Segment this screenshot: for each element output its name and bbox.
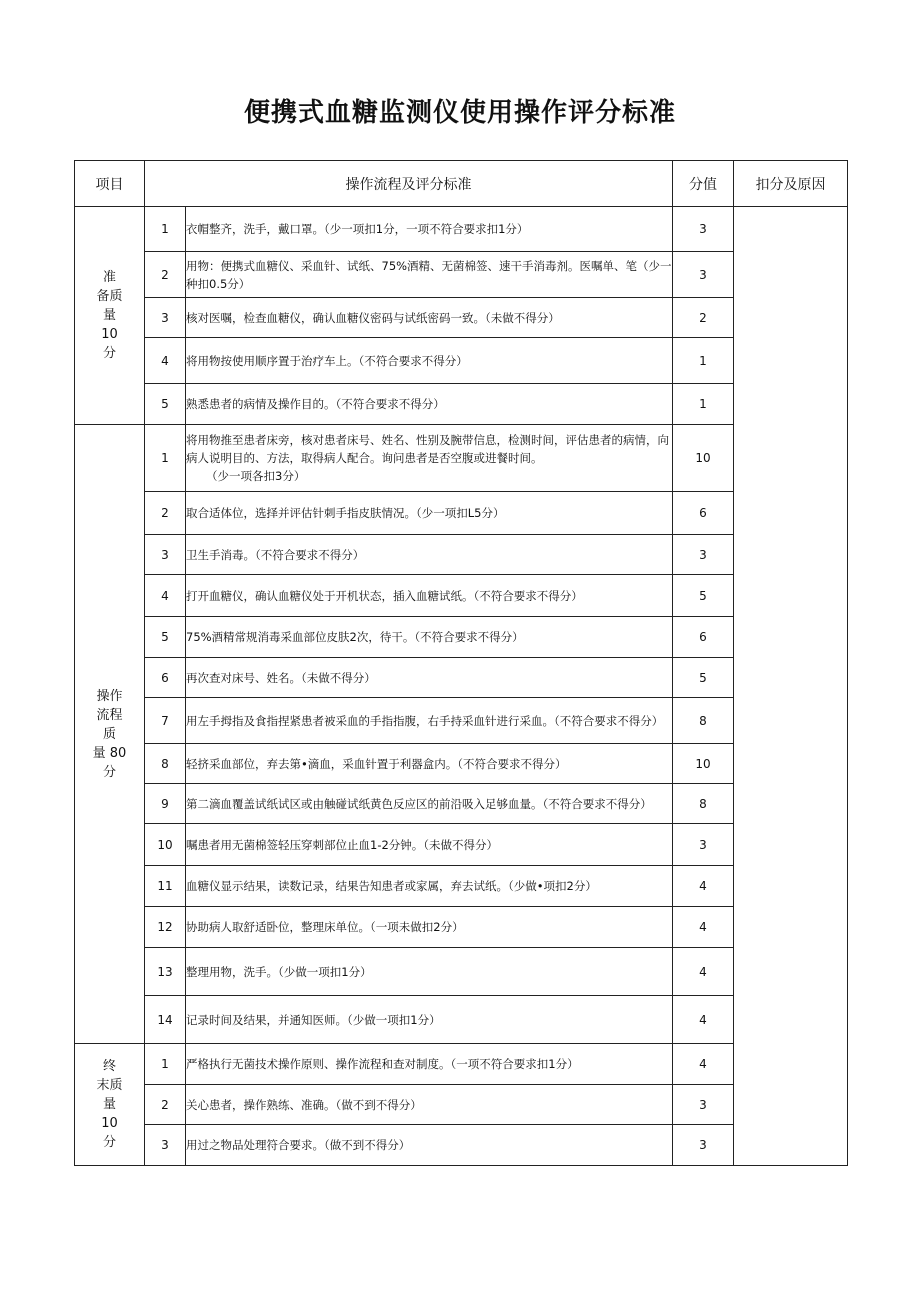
criterion-text — [186, 784, 673, 824]
section-label-line: 末质 — [96, 1078, 123, 1093]
table-row — [75, 298, 848, 338]
section-procedure — [75, 425, 145, 1044]
score-value: 6 — [673, 492, 734, 535]
section-label-line: 10 — [101, 327, 118, 342]
criterion-main: 血糖仪显示结果，读数记录，结果告知患者或家属，弃去试纸。（少做•项扣2分） — [186, 879, 597, 893]
criterion-text — [186, 298, 673, 338]
row-number: 1 — [145, 1044, 186, 1085]
criterion-text — [186, 492, 673, 535]
score-value: 3 — [673, 535, 734, 575]
row-number: 2 — [145, 492, 186, 535]
row-number: 3 — [145, 1125, 186, 1166]
page-title: 便携式血糖监测仪使用操作评分标准 — [243, 98, 676, 128]
table-row — [75, 824, 848, 866]
criterion-main: 嘱患者用无菌棉签轻压穿刺部位止血1-2分钟。（未做不得分） — [186, 837, 499, 852]
table-row — [75, 575, 848, 617]
table-row — [75, 1125, 848, 1166]
score-value: 4 — [673, 996, 734, 1044]
criterion-main: 取合适体位，选择并评估针刺手指皮肤情况。（少一项扣L5分） — [186, 506, 505, 520]
score-value: 3 — [673, 824, 734, 866]
table-row — [75, 948, 848, 996]
row-number: 3 — [145, 298, 186, 338]
section-label-line: 分 — [102, 1135, 116, 1150]
row-number: 5 — [145, 384, 186, 425]
row-number: 12 — [145, 907, 186, 948]
criterion-main: 熟悉患者的病情及操作目的。（不符合要求不得分） — [186, 397, 445, 411]
section-label-line: 量 — [102, 308, 116, 323]
row-number: 8 — [145, 744, 186, 784]
section-label-line: 分 — [102, 764, 116, 780]
row-number: 4 — [145, 338, 186, 384]
criterion-text — [186, 1044, 673, 1085]
scoring-table — [74, 160, 848, 1166]
criterion-main: 将用物按使用顺序置于治疗车上。（不符合要求不得分） — [186, 353, 468, 368]
score-value: 10 — [673, 744, 734, 784]
row-number: 2 — [145, 1085, 186, 1125]
header-process: 操作流程及评分标准 — [145, 161, 673, 207]
criterion-main: 协助病人取舒适卧位，整理床单位。（一项未做扣2分） — [186, 920, 464, 934]
criterion-main: 关心患者，操作熟练、准确。（做不到不得分） — [186, 1097, 422, 1112]
table-row — [75, 744, 848, 784]
section-final — [75, 1044, 145, 1166]
criterion-main: 衣帽整齐，洗手，戴口罩。（少一项扣1分，一项不符合要求扣1分） — [186, 222, 529, 236]
row-number: 1 — [145, 425, 186, 492]
score-value: 4 — [673, 907, 734, 948]
table-row — [75, 252, 848, 298]
criterion-main: 卫生手消毒。（不符合要求不得分） — [186, 547, 365, 562]
table-row — [75, 207, 848, 252]
score-value: 4 — [673, 866, 734, 907]
section-preparation — [75, 207, 145, 425]
criterion-main: 轻挤采血部位，弃去第•滴血，采血针置于利器盒内。（不符合要求不得分） — [186, 756, 567, 771]
criterion-text — [186, 824, 673, 866]
row-number: 14 — [145, 996, 186, 1044]
score-value: 5 — [673, 658, 734, 698]
table-row — [75, 1085, 848, 1125]
table-row — [75, 384, 848, 425]
header-item: 项目 — [75, 161, 145, 207]
score-value: 6 — [673, 617, 734, 658]
criterion-main: 核对医嘱，检查血糖仪，确认血糖仪密码与试纸密码一致。（未做不得分） — [186, 310, 560, 325]
section-label-line: 流程 — [96, 707, 123, 723]
table-body — [75, 207, 848, 1166]
criterion-text — [186, 207, 673, 252]
criterion-main: 整理用物，洗手。（少做一项扣1分） — [186, 964, 372, 979]
row-number: 4 — [145, 575, 186, 617]
criterion-text — [186, 535, 673, 575]
deduction-column[interactable] — [734, 207, 848, 1166]
criterion-note: （少一项各扣3分） — [206, 469, 306, 483]
row-number: 3 — [145, 535, 186, 575]
section-label-line: 量 80 — [92, 745, 127, 761]
score-value: 3 — [673, 1085, 734, 1125]
criterion-main: 严格执行无菌技术操作原则、操作流程和查对制度。（一项不符合要求扣1分） — [186, 1057, 579, 1071]
score-value: 2 — [673, 298, 734, 338]
section-label-line: 质 — [102, 726, 116, 742]
criterion-text — [186, 252, 673, 298]
row-number: 10 — [145, 824, 186, 866]
table-row — [75, 338, 848, 384]
row-number: 13 — [145, 948, 186, 996]
row-number: 6 — [145, 658, 186, 698]
criterion-text — [186, 575, 673, 617]
table-header-row — [75, 161, 848, 207]
score-value: 1 — [673, 384, 734, 425]
criterion-main: 打开血糖仪，确认血糖仪处于开机状态，插入血糖试纸。（不符合要求不得分） — [186, 588, 583, 603]
criterion-text — [186, 907, 673, 948]
table-row — [75, 907, 848, 948]
criterion-text — [186, 338, 673, 384]
criterion-main: 将用物推至患者床旁，核对患者床号、姓名、性别及腕带信息，检测时间，评估患者的病情，向病人说明目的、方法，取得病人配合。询问患者是否空腹或进餐时间。 — [186, 433, 669, 465]
section-label-line: 10 — [101, 1116, 118, 1131]
criterion-text — [186, 744, 673, 784]
table-row — [75, 492, 848, 535]
section-label-line: 终 — [102, 1059, 116, 1074]
score-value: 3 — [673, 252, 734, 298]
score-value: 1 — [673, 338, 734, 384]
criterion-text — [186, 698, 673, 744]
criterion-text — [186, 617, 673, 658]
table-row — [75, 535, 848, 575]
section-label-line: 备质 — [96, 289, 123, 304]
row-number: 2 — [145, 252, 186, 298]
header-deduction: 扣分及原因 — [734, 161, 848, 207]
table-row — [75, 698, 848, 744]
score-value: 10 — [673, 425, 734, 492]
criterion-main: 再次查对床号、姓名。（未做不得分） — [186, 670, 376, 685]
criterion-text — [186, 996, 673, 1044]
table-row — [75, 658, 848, 698]
score-value: 5 — [673, 575, 734, 617]
table-row — [75, 866, 848, 907]
criterion-main: 用过之物品处理符合要求。（做不到不得分） — [186, 1138, 411, 1152]
criterion-text — [186, 1125, 673, 1166]
criterion-text — [186, 425, 673, 492]
criterion-main: 第二滴血覆盖试纸试区或由触碰试纸黄色反应区的前沿吸入足够血量。（不符合要求不得分） — [186, 796, 652, 811]
criterion-main: 记录时间及结果，并通知医师。（少做一项扣1分） — [186, 1012, 441, 1027]
table-row — [75, 617, 848, 658]
score-value: 4 — [673, 948, 734, 996]
criterion-text — [186, 384, 673, 425]
table-row — [75, 784, 848, 824]
section-label-line: 量 — [102, 1097, 116, 1112]
row-number: 7 — [145, 698, 186, 744]
section-label-line: 操作 — [96, 688, 123, 704]
criterion-text — [186, 866, 673, 907]
score-value: 4 — [673, 1044, 734, 1085]
score-value: 3 — [673, 207, 734, 252]
criterion-text — [186, 658, 673, 698]
row-number: 1 — [145, 207, 186, 252]
row-number: 9 — [145, 784, 186, 824]
row-number: 5 — [145, 617, 186, 658]
criterion-text — [186, 948, 673, 996]
score-value: 8 — [673, 784, 734, 824]
score-value: 8 — [673, 698, 734, 744]
criterion-main: 用左手拇指及食指捏紧患者被采血的手指指腹，右手持采血针进行采血。（不符合要求不得分） — [186, 713, 664, 728]
table-row — [75, 425, 848, 492]
score-value: 3 — [673, 1125, 734, 1166]
header-score: 分值 — [673, 161, 734, 207]
row-number: 11 — [145, 866, 186, 907]
criterion-main: 用物：便携式血糖仪、采血针、试纸、75%酒精、无菌棉签、速干手消毒剂。医嘱单、笔（少一种扣0.5分） — [186, 258, 672, 291]
table-row — [75, 996, 848, 1044]
criterion-main: 75%酒精常规消毒采血部位皮肤2次，待干。（不符合要求不得分） — [186, 630, 524, 644]
section-label-line: 分 — [102, 346, 116, 361]
section-label-line: 准 — [102, 270, 116, 285]
criterion-text — [186, 1085, 673, 1125]
table-row — [75, 1044, 848, 1085]
